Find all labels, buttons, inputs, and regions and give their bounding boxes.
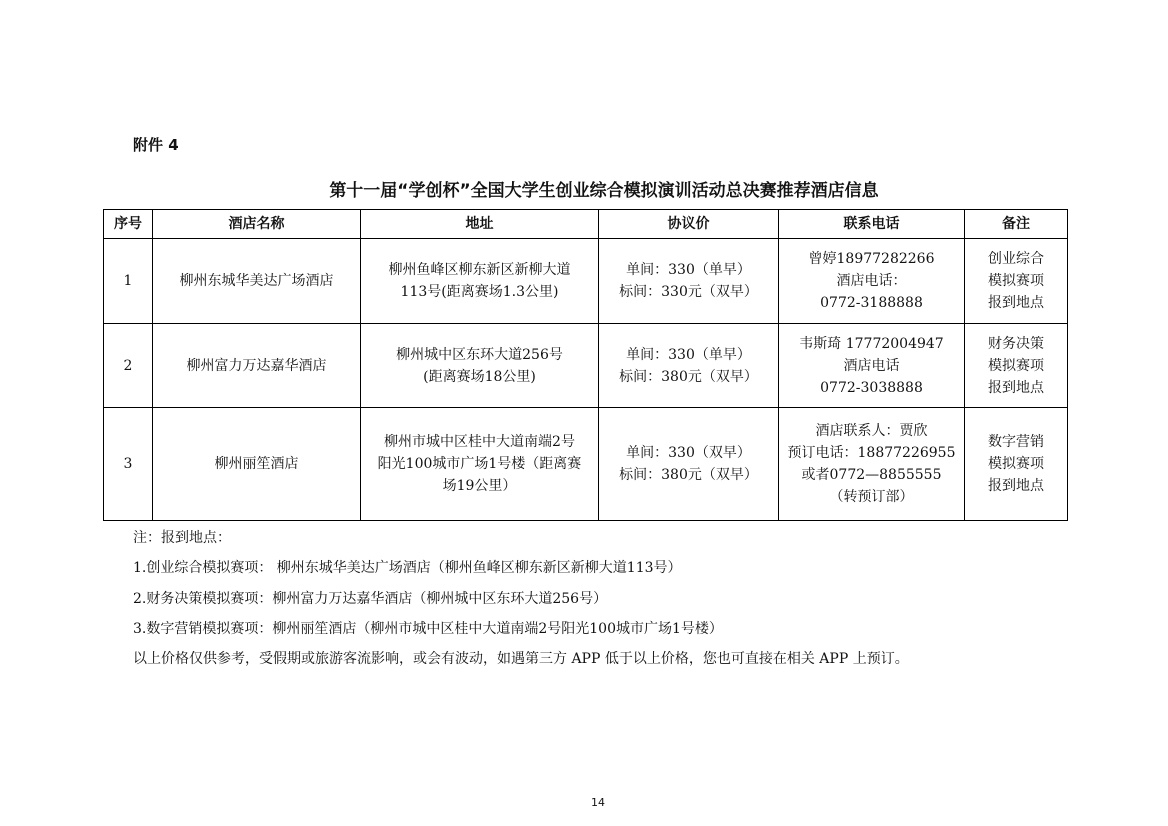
price-disclaimer: 以上价格仅供参考，受假期或旅游客流影响，或会有波动，如遇第三方 APP 低于以上价格，您也可直接在相关 APP 上预订。 — [133, 651, 909, 667]
remark-line: 报到地点 — [988, 295, 1044, 311]
note-line: 3.数字营销模拟赛项：柳州丽笙酒店（柳州市城中区桂中大道南端2号阳光100城市广场1号楼） — [133, 621, 723, 637]
cell-hotel-name: 柳州东城华美达广场酒店 — [153, 239, 361, 324]
phone-line: 酒店联系人：贾欣 — [815, 423, 928, 439]
cell-address — [361, 239, 599, 324]
header-remark: 备注 — [965, 210, 1068, 239]
cell-price — [599, 408, 779, 521]
phone-line: 或者0772—8855555 — [801, 467, 942, 483]
address-line: 柳州城中区东环大道256号 — [396, 346, 563, 363]
header-price: 协议价 — [599, 210, 779, 239]
phone-line: 韦斯琦 17772004947 — [799, 335, 944, 352]
cell-price — [599, 239, 779, 324]
table-row — [104, 408, 1068, 521]
header-phone: 联系电话 — [779, 210, 965, 239]
price-line: 单间：330（双早） — [626, 445, 751, 461]
cell-phone — [779, 239, 965, 324]
phone-line: 酒店电话： — [836, 273, 907, 289]
address-line: (距离赛场18公里) — [423, 368, 536, 385]
price-line: 单间：330（单早） — [626, 262, 751, 278]
table-header-row — [104, 210, 1068, 239]
phone-line: 预订电话：18877226955 — [787, 445, 956, 461]
phone-line: 酒店电话 — [843, 357, 900, 374]
attachment-label: 附件 4 — [133, 136, 179, 154]
phone-line: 0772-3188888 — [820, 295, 923, 311]
price-line: 单间：330（单早） — [626, 346, 751, 363]
header-address: 地址 — [361, 210, 599, 239]
phone-line: （转预订部） — [829, 489, 914, 505]
table-row — [104, 239, 1068, 324]
address-line: 场19公里） — [442, 478, 517, 494]
remark-line: 模拟赛项 — [988, 273, 1044, 289]
table-row — [104, 324, 1068, 408]
cell-no: 1 — [104, 239, 153, 324]
cell-remark — [965, 324, 1068, 408]
header-no: 序号 — [104, 210, 153, 239]
document-title: 第十一届“学创杯”全国大学生创业综合模拟演训活动总决赛推荐酒店信息 — [329, 181, 879, 201]
remark-line: 报到地点 — [988, 478, 1044, 494]
phone-line: 曾婷18977282266 — [808, 251, 935, 267]
address-line: 阳光100城市广场1号楼（距离赛 — [377, 456, 582, 472]
remark-line: 模拟赛项 — [988, 357, 1044, 374]
cell-price — [599, 324, 779, 408]
cell-no: 2 — [104, 324, 153, 408]
address-line: 113号(距离赛场1.3公里) — [400, 284, 559, 300]
page-number: 14 — [591, 796, 605, 809]
price-line: 标间：380元（双早） — [619, 368, 758, 385]
cell-no: 3 — [104, 408, 153, 521]
address-line: 柳州鱼峰区柳东新区新柳大道 — [388, 262, 571, 278]
remark-line: 模拟赛项 — [988, 456, 1044, 472]
note-line: 1.创业综合模拟赛项： 柳州东城华美达广场酒店（柳州鱼峰区柳东新区新柳大道113号） — [133, 560, 682, 576]
remark-line: 报到地点 — [988, 379, 1044, 396]
note-line: 2.财务决策模拟赛项：柳州富力万达嘉华酒店（柳州城中区东环大道256号） — [133, 591, 608, 607]
hotel-table — [103, 209, 1068, 521]
price-line: 标间：330元（双早） — [619, 284, 758, 300]
remark-line: 创业综合 — [988, 251, 1044, 267]
cell-remark — [965, 408, 1068, 521]
cell-address — [361, 324, 599, 408]
price-line: 标间：380元（双早） — [619, 467, 758, 483]
remark-line: 财务决策 — [988, 335, 1044, 352]
cell-phone — [779, 324, 965, 408]
cell-address — [361, 408, 599, 521]
note-heading: 注：报到地点： — [133, 530, 231, 546]
cell-phone — [779, 408, 965, 521]
address-line: 柳州市城中区桂中大道南端2号 — [384, 434, 575, 450]
cell-remark — [965, 239, 1068, 324]
header-hotel-name: 酒店名称 — [153, 210, 361, 239]
cell-hotel-name: 柳州丽笙酒店 — [153, 408, 361, 521]
remark-line: 数字营销 — [988, 434, 1044, 450]
cell-hotel-name: 柳州富力万达嘉华酒店 — [153, 324, 361, 408]
phone-line: 0772-3038888 — [820, 379, 923, 396]
